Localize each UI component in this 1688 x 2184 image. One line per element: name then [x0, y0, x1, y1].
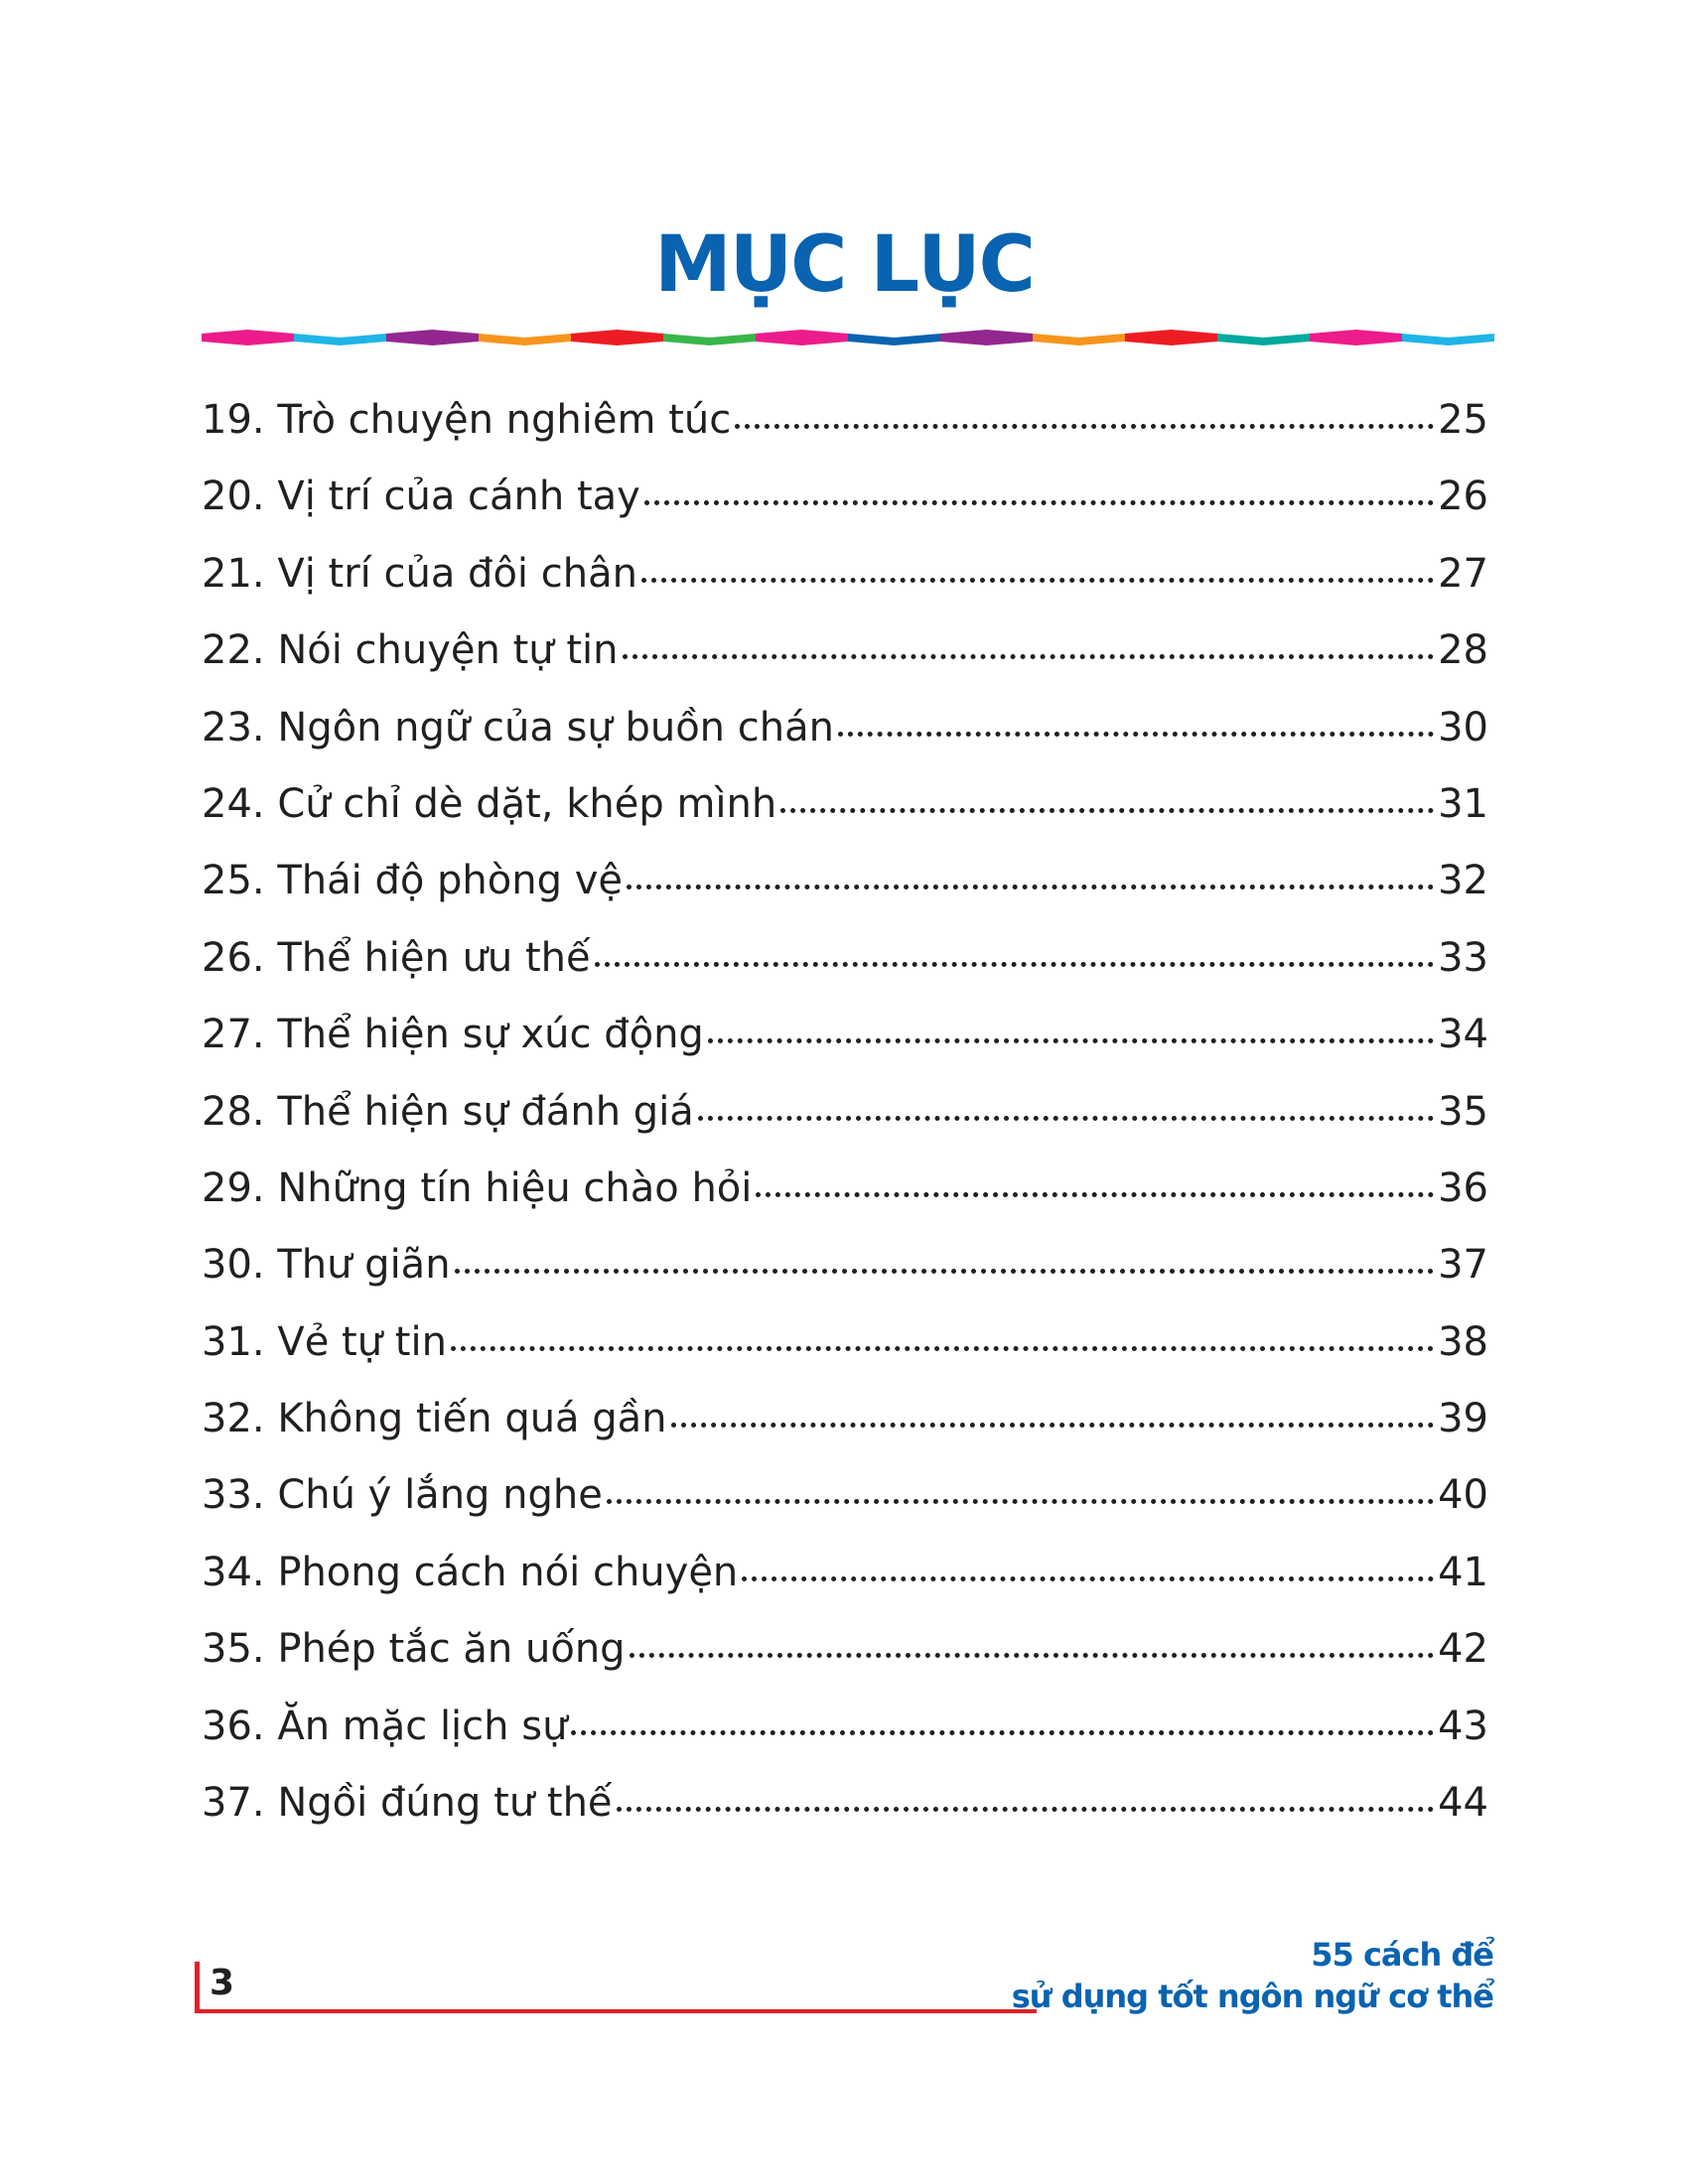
toc-entry-number: 19. — [202, 397, 278, 443]
stripe-segment — [1125, 330, 1217, 345]
stripe-segment — [848, 330, 940, 345]
toc-entry-page: 25 — [1438, 397, 1488, 443]
toc-dot-leader — [698, 1116, 1434, 1121]
stripe-segment — [479, 330, 571, 345]
toc-entry — [202, 781, 1488, 858]
toc-entry-label: Nói chuyện tự tin — [277, 627, 619, 674]
toc-entry-page: 40 — [1438, 1472, 1488, 1519]
toc-entry-page: 36 — [1438, 1164, 1488, 1211]
toc-entry-number: 27. — [202, 1012, 278, 1058]
toc-entry-number: 20. — [202, 474, 278, 520]
stripe-segment — [202, 330, 294, 345]
toc-entry-number: 34. — [202, 1549, 278, 1595]
toc-entry — [202, 1704, 1488, 1780]
toc-entry-label: Phép tắc ăn uống — [277, 1626, 626, 1673]
toc-entry-label: Ngồi đúng tư thế — [277, 1780, 613, 1827]
toc-entry-page: 31 — [1438, 780, 1488, 827]
toc-entry-label: Thể hiện sự đánh giá — [277, 1088, 694, 1135]
toc-entry-number: 29. — [202, 1164, 278, 1211]
toc-entry-number: 32. — [202, 1396, 278, 1442]
toc-entry-number: 26. — [202, 934, 278, 981]
toc-entry-number: 37. — [202, 1780, 278, 1827]
toc-entry-page: 34 — [1438, 1012, 1488, 1058]
toc-entry-label: Vẻ tự tin — [277, 1318, 447, 1365]
toc-entry-page: 41 — [1438, 1549, 1488, 1595]
footer-rule — [195, 2009, 1037, 2013]
toc-entry-label: Trò chuyện nghiêm túc — [277, 397, 732, 443]
toc-entry-label: Chú ý lắng nghe — [277, 1472, 603, 1519]
toc-dot-leader — [742, 1576, 1434, 1581]
toc-entry — [202, 1472, 1488, 1549]
toc-entry-label: Phong cách nói chuyện — [277, 1549, 739, 1595]
toc-entry-label: Vị trí của cánh tay — [277, 474, 640, 520]
toc-entry-label: Thể hiện ưu thế — [277, 934, 591, 981]
stripe-segment — [1402, 330, 1494, 345]
toc-entry-page: 37 — [1438, 1242, 1488, 1289]
decorative-rainbow-stripe — [202, 330, 1494, 345]
stripe-segment — [571, 330, 663, 345]
toc-entry — [202, 1319, 1488, 1396]
toc-entry-page: 38 — [1438, 1318, 1488, 1365]
toc-entry — [202, 705, 1488, 781]
toc-entry-number: 33. — [202, 1472, 278, 1519]
toc-entry-page: 26 — [1438, 474, 1488, 520]
stripe-segment — [1217, 330, 1310, 345]
table-of-contents — [202, 397, 1488, 1856]
toc-dot-leader — [756, 1192, 1434, 1197]
toc-dot-leader — [571, 1730, 1434, 1735]
toc-entry-label: Không tiến quá gần — [277, 1396, 667, 1442]
toc-dot-leader — [735, 424, 1434, 429]
toc-entry — [202, 935, 1488, 1012]
stripe-segment — [386, 330, 479, 345]
page-number: 3 — [195, 1962, 234, 2011]
stripe-segment — [1310, 330, 1402, 345]
toc-entry-label: Vị trí của đôi chân — [277, 550, 637, 597]
stripe-segment — [294, 330, 386, 345]
toc-dot-leader — [617, 1807, 1435, 1812]
toc-entry-page: 33 — [1438, 934, 1488, 981]
toc-entry-page: 27 — [1438, 550, 1488, 597]
toc-dot-leader — [708, 1038, 1434, 1043]
toc-dot-leader — [455, 1269, 1435, 1274]
toc-entry-page: 42 — [1438, 1626, 1488, 1673]
toc-dot-leader — [623, 654, 1435, 659]
toc-dot-leader — [630, 1653, 1435, 1658]
toc-entry-page: 30 — [1438, 704, 1488, 751]
toc-entry-number: 28. — [202, 1088, 278, 1135]
toc-entry — [202, 397, 1488, 474]
toc-entry — [202, 474, 1488, 550]
toc-dot-leader — [627, 885, 1434, 889]
toc-entry — [202, 858, 1488, 934]
toc-entry-page: 32 — [1438, 858, 1488, 904]
toc-entry — [202, 1626, 1488, 1703]
toc-entry-label: Thái độ phòng vệ — [277, 858, 623, 904]
toc-entry-number: 36. — [202, 1703, 278, 1749]
toc-dot-leader — [671, 1423, 1435, 1428]
toc-dot-leader — [641, 578, 1434, 583]
toc-entry — [202, 627, 1488, 704]
toc-entry — [202, 1089, 1488, 1165]
toc-dot-leader — [644, 500, 1434, 505]
toc-entry-page: 28 — [1438, 627, 1488, 674]
toc-entry-number: 22. — [202, 627, 278, 674]
toc-entry — [202, 1165, 1488, 1242]
toc-entry-label: Những tín hiệu chào hỏi — [277, 1164, 753, 1211]
toc-entry-number: 23. — [202, 704, 278, 751]
stripe-segment — [1033, 330, 1125, 345]
stripe-segment — [663, 330, 756, 345]
toc-entry-number: 31. — [202, 1318, 278, 1365]
toc-dot-leader — [780, 808, 1434, 813]
toc-entry-number: 30. — [202, 1242, 278, 1289]
toc-entry-number: 21. — [202, 550, 278, 597]
book-title-line1: 55 cách để — [1311, 1936, 1493, 1974]
toc-entry — [202, 1012, 1488, 1088]
page-title: MỤC LỤC — [654, 220, 1034, 310]
toc-entry-number: 35. — [202, 1626, 278, 1673]
toc-entry-page: 44 — [1438, 1780, 1488, 1827]
stripe-segment — [940, 330, 1033, 345]
toc-entry-page: 43 — [1438, 1703, 1488, 1749]
toc-entry-label: Thư giãn — [277, 1242, 451, 1289]
toc-entry — [202, 551, 1488, 627]
toc-entry-label: Ăn mặc lịch sự — [277, 1703, 568, 1749]
stripe-segment — [756, 330, 848, 345]
toc-entry — [202, 1780, 1488, 1856]
toc-entry-label: Cử chỉ dè dặt, khép mình — [277, 780, 777, 827]
toc-dot-leader — [451, 1346, 1434, 1351]
toc-entry-label: Ngôn ngữ của sự buồn chán — [277, 704, 834, 751]
toc-entry-page: 35 — [1438, 1088, 1488, 1135]
toc-dot-leader — [607, 1499, 1434, 1504]
toc-entry-label: Thể hiện sự xúc động — [277, 1012, 704, 1058]
toc-entry-page: 39 — [1438, 1396, 1488, 1442]
toc-dot-leader — [838, 732, 1434, 737]
toc-entry — [202, 1396, 1488, 1472]
book-title-line2: sử dụng tốt ngôn ngữ cơ thể — [1011, 1978, 1493, 2015]
toc-dot-leader — [595, 962, 1434, 967]
book-title — [1012, 1934, 1493, 2017]
toc-entry-number: 24. — [202, 780, 278, 827]
toc-entry — [202, 1242, 1488, 1318]
toc-entry — [202, 1550, 1488, 1626]
toc-entry-number: 25. — [202, 858, 278, 904]
